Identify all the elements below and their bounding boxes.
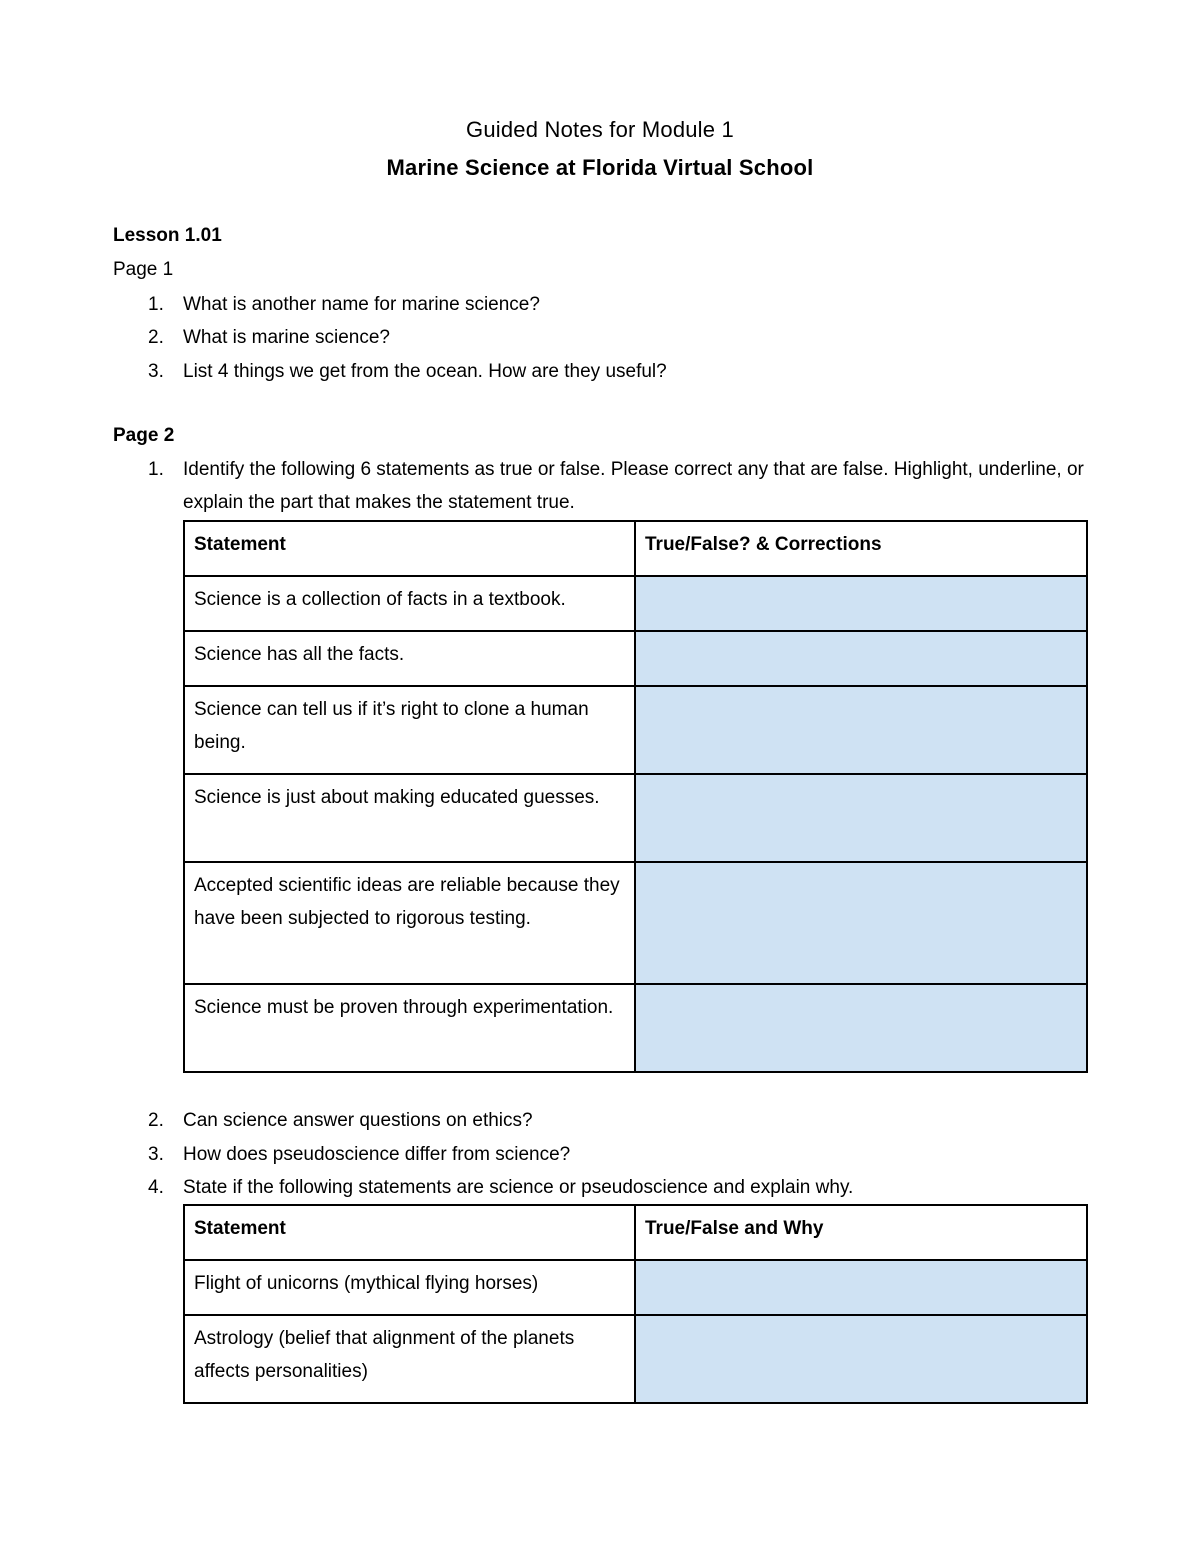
answer-cell[interactable] (635, 1260, 1087, 1315)
table-header-why: True/False and Why (635, 1205, 1087, 1260)
answer-cell[interactable] (635, 774, 1087, 862)
statement-cell: Science has all the facts. (184, 631, 635, 686)
science-pseudoscience-table (183, 1204, 1088, 1404)
page2-label: Page 2 (113, 425, 175, 446)
question-number: 3. (148, 361, 164, 382)
table-row (184, 1315, 1087, 1403)
question-text: How does pseudoscience differ from science? (183, 1144, 571, 1165)
question-number: 1. (148, 459, 164, 480)
answer-cell[interactable] (635, 576, 1087, 631)
page2-question-2 (148, 1104, 1098, 1137)
table-header-statement: Statement (184, 521, 635, 576)
answer-cell[interactable] (635, 862, 1087, 984)
answer-cell[interactable] (635, 984, 1087, 1072)
page2-question-3 (148, 1138, 1098, 1171)
page1-question-2 (148, 321, 1098, 354)
question-number: 2. (148, 327, 164, 348)
question-text: State if the following statements are science or pseudoscience and explain why. (183, 1177, 854, 1198)
table-row (184, 984, 1087, 1072)
answer-cell[interactable] (635, 631, 1087, 686)
question-text: List 4 things we get from the ocean. How are they useful? (183, 361, 667, 382)
table-row (184, 576, 1087, 631)
question-text: What is another name for marine science? (183, 294, 540, 315)
question-number: 3. (148, 1144, 164, 1165)
lesson-label: Lesson 1.01 (113, 225, 222, 246)
table-row (184, 686, 1087, 774)
statement-cell: Science is a collection of facts in a textbook. (184, 576, 635, 631)
question-number: 2. (148, 1110, 164, 1131)
page1-label: Page 1 (113, 259, 174, 280)
true-false-table (183, 520, 1088, 1073)
answer-cell[interactable] (635, 686, 1087, 774)
statement-cell: Science can tell us if it’s right to clone a human being. (184, 686, 635, 774)
page2-question-4 (148, 1171, 1098, 1204)
table-row (184, 862, 1087, 984)
page2-question-1 (148, 453, 1098, 519)
table-header-statement: Statement (184, 1205, 635, 1260)
table-row (184, 774, 1087, 862)
document-title: Guided Notes for Module 1 (466, 117, 734, 142)
statement-cell: Accepted scientific ideas are reliable because they have been subjected to rigorous testing. (184, 862, 635, 984)
statement-cell: Astrology (belief that alignment of the planets affects personalities) (184, 1315, 635, 1403)
table-row (184, 1260, 1087, 1315)
table-row (184, 631, 1087, 686)
statement-cell: Flight of unicorns (mythical flying horses) (184, 1260, 635, 1315)
question-number: 4. (148, 1177, 164, 1198)
question-text: Identify the following 6 statements as true or false. Please correct any that are false. Highlight, underline, or explain the part that makes the statement true. (183, 459, 1084, 513)
document-subtitle: Marine Science at Florida Virtual School (386, 155, 814, 180)
answer-cell[interactable] (635, 1315, 1087, 1403)
question-text: Can science answer questions on ethics? (183, 1110, 533, 1131)
statement-cell: Science is just about making educated guesses. (184, 774, 635, 862)
table-header-corrections: True/False? & Corrections (635, 521, 1087, 576)
page1-question-1 (148, 288, 1098, 321)
page1-question-3 (148, 355, 1098, 388)
question-number: 1. (148, 294, 164, 315)
statement-cell: Science must be proven through experimentation. (184, 984, 635, 1072)
question-text: What is marine science? (183, 327, 390, 348)
